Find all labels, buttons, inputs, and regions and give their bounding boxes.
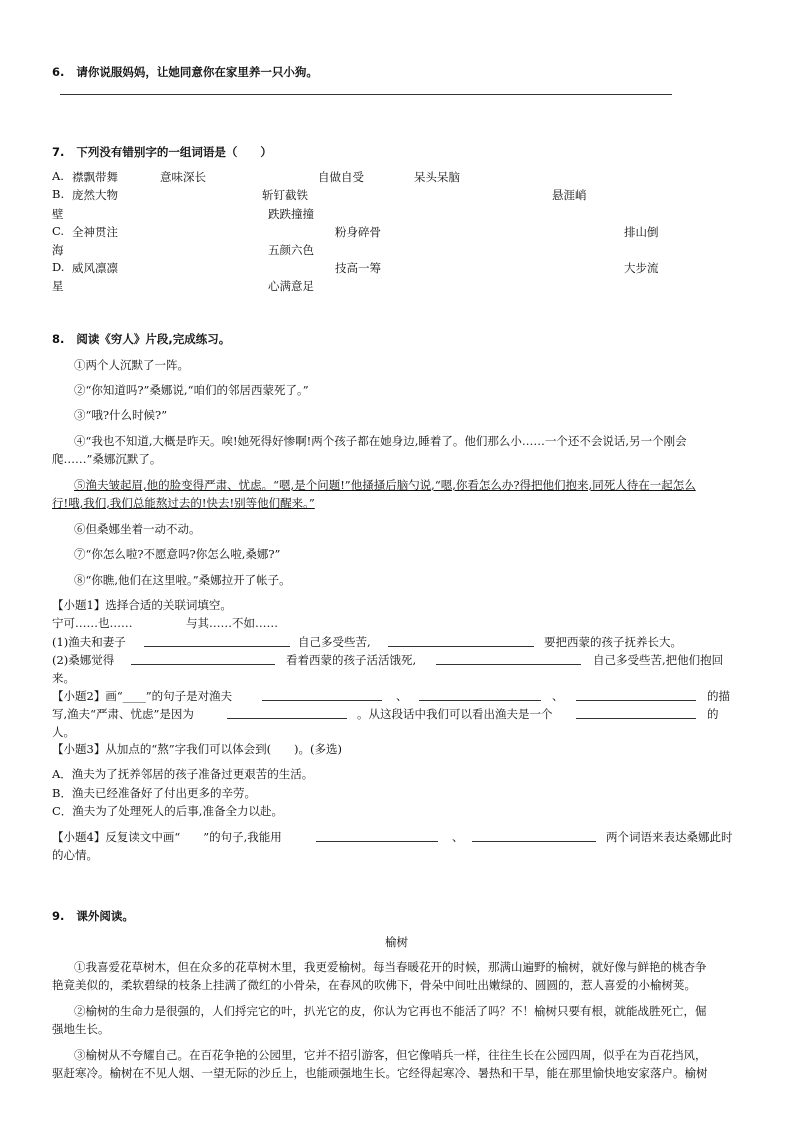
q8-sub2-end: 的描 (707, 689, 730, 703)
q9-number: 9. (52, 909, 65, 923)
q8-sub3-option-b[interactable]: B．渔夫已经准备好了付出更多的辛劳。 (52, 786, 256, 800)
q8-paragraph-7: ⑦“你怎么啦?不愿意吗?你怎么啦,桑娜?” (74, 547, 281, 561)
q8-sub2-blank1[interactable] (262, 700, 382, 701)
q8-sub2-line2-mid: 。从这段话中我们可以看出渔夫是一个 (357, 707, 553, 721)
q8-paragraph-8: ⑧“你瞧,他们在这里啦。”桑娜拉开了帐子。 (74, 573, 291, 587)
q8-sub4-start: 【小题4】反复读文中画“ ”的句子,我能用 (52, 830, 282, 844)
q7-option-a-word4: 呆头呆脑 (414, 170, 460, 184)
q8-header (52, 331, 230, 347)
q7-option-b-word4: 跌跌撞撞 (268, 207, 314, 221)
q8-sub2-blank2[interactable] (419, 700, 541, 701)
q9-paragraph-3b: 驱赶寒冷。榆树在不见人烟、一望无际的沙丘上，也能顽强地生长。它经得起寒冷、暑热和干旱，能在那里愉快地安家落户。榆树 (52, 1066, 708, 1080)
q7-number: 7. (52, 145, 65, 159)
q7-option-a-word3: 自做自受 (318, 170, 364, 184)
q6-header (52, 64, 318, 80)
q7-option-d-word3a: 大步流 (624, 261, 659, 275)
q8-sub2-blank5[interactable] (576, 718, 696, 719)
q9-paragraph-1b: 艳竟美似的，柔软碧绿的枝条上挂满了微红的小骨朵，在春风的吹佛下，骨朵中间吐出嫩绿的、圆圆的，惹人喜爱的小榆树荚。 (52, 978, 696, 992)
q8-sub1-line1-end: 要把西蒙的孩子抚养长大。 (544, 635, 682, 649)
q9-paragraph-1a: ①我喜爱花草树木，但在众多的花草树木里，我更爱榆树。每当春暖花开的时候，那满山遍野的榆树，就好像与鲜艳的桃杏争 (74, 960, 707, 974)
q8-sub1-blank1[interactable] (144, 646, 290, 647)
q8-paragraph-2: ②“你知道吗?”桑娜说,“咱们的邻居西蒙死了。” (74, 383, 309, 397)
q9-header (52, 908, 134, 924)
q7-option-a-word2: 意味深长 (160, 170, 206, 184)
q8-paragraph-4b: 爬……”桑娜沉默了。 (52, 452, 162, 466)
q8-sub4-end: 两个词语来表达桑娜此时 (606, 830, 733, 844)
q8-number: 8. (52, 332, 65, 346)
q8-sub3-option-c[interactable]: C．渔夫为了处理死人的后事,准备全力以赴。 (52, 804, 283, 818)
q8-sub3-option-a[interactable]: A．渔夫为了抚养邻居的孩子准备过更艰苦的生活。 (52, 767, 314, 781)
q8-sub1-line1-mid: 自己多受些苦, (298, 635, 371, 649)
q8-sub1-option1: 宁可……也…… (52, 616, 133, 630)
q8-sub1-title: 【小题1】选择合适的关联词填空。 (52, 598, 232, 612)
q9-passage-title: 榆树 (385, 935, 408, 949)
q7-option-d-word2: 技高一筹 (335, 261, 381, 275)
q7-option-c-label[interactable]: C. (52, 224, 65, 238)
q7-option-c-word3a: 排山倒 (624, 225, 659, 239)
q8-sub1-blank2[interactable] (388, 646, 534, 647)
q7-option-d-word3b: 星 (52, 279, 64, 293)
q8-sub2-blank3[interactable] (576, 700, 696, 701)
q8-sub1-line2-start: (2)桑娜觉得 (52, 653, 115, 667)
q7-option-b-label[interactable]: B. (52, 187, 65, 201)
q9-paragraph-2a: ②榆树的生命力是很强的，人们捋完它的叶，扒光它的皮，你认为它再也不能活了吗？不！榆树只要有根，就能战胜死亡，倔 (74, 1004, 707, 1018)
q8-sub1-line2-end: 自己多受些苦,把他们抱回 (593, 653, 724, 667)
q6-text: 请你说服妈妈，让她同意你在家里养一只小狗。 (76, 65, 318, 79)
q8-sub1-blank4[interactable] (436, 664, 581, 665)
q8-paragraph-5b: 行!哦,我们,我们总能熬过去的!快去!别等他们醒来。” (52, 496, 315, 510)
q8-paragraph-6: ⑥但桑娜坐着一动不动。 (74, 522, 201, 536)
q8-sub1-line1-start: (1)渔夫和妻子 (52, 635, 126, 649)
q8-paragraph-1: ①两个人沉默了一阵。 (74, 358, 189, 372)
q8-sub2-line3: 人。 (52, 725, 75, 739)
q7-option-b-word1: 庞然大物 (72, 188, 118, 202)
q7-option-b-word3b: 壁 (52, 207, 64, 221)
q8-text: 阅读《穷人》片段,完成练习。 (76, 332, 231, 346)
q7-text: 下列没有错别字的一组词语是（ ） (76, 145, 272, 159)
q6-number: 6. (52, 65, 65, 79)
q8-sub2-line2-end: 的 (707, 707, 719, 721)
q8-sub2-sep2: 、 (552, 689, 564, 703)
q9-text: 课外阅读。 (76, 909, 134, 923)
q8-paragraph-3: ③“哦?什么时候?” (74, 408, 168, 422)
q7-option-c-word2: 粉身碎骨 (335, 225, 381, 239)
q7-option-a-label[interactable]: A. (52, 169, 64, 183)
q8-sub2-line2-start: 写,渔夫“严肃、忧虑”是因为 (52, 707, 194, 721)
q8-sub1-blank3[interactable] (131, 664, 275, 665)
q8-sub4-sep: 、 (452, 830, 464, 844)
q7-option-b-word3a: 悬涯峭 (552, 188, 587, 202)
q8-sub4-blank1[interactable] (316, 841, 438, 842)
q7-header (52, 144, 272, 160)
q7-option-a-word1: 襟飘带舞 (72, 170, 118, 184)
q7-option-c-word4: 五颜六色 (268, 243, 314, 257)
q9-paragraph-2b: 强地生长。 (52, 1022, 110, 1036)
q7-option-b-word2: 斩钉截铁 (262, 188, 308, 202)
q8-sub1-line2-mid: 看着西蒙的孩子活活饿死, (286, 653, 417, 667)
q8-sub4-blank2[interactable] (472, 841, 596, 842)
q8-sub4-line2: 的心情。 (52, 848, 98, 862)
q7-option-d-label[interactable]: D. (52, 260, 65, 274)
q8-sub3-title: 【小题3】从加点的“熬”字我们可以体会到( )。(多选) (52, 742, 343, 756)
q9-paragraph-3a: ③榆树从不夸耀自己。在百花争艳的公园里，它并不招引游客，但它像哨兵一样，往往生长在公园四周，似乎在为百花挡风， (74, 1048, 707, 1062)
q6-answer-line[interactable] (60, 94, 672, 95)
q8-paragraph-5a: ⑤渔夫皱起眉,他的脸变得严肃、忧虑。“嗯,是个问题!”他搔搔后脑勺说,“嗯,你看怎么办?得把他们抱来,同死人待在一起怎么 (74, 478, 696, 492)
q8-sub2-sep1: 、 (396, 689, 408, 703)
q7-option-c-word1: 全神贯注 (72, 225, 118, 239)
q7-option-d-word4: 心满意足 (268, 279, 314, 293)
q8-sub2-start: 【小题2】画“____”的句子是对渔夫 (52, 689, 233, 703)
q7-option-d-word1: 威风凛凛 (72, 261, 118, 275)
q8-sub2-blank4[interactable] (227, 718, 347, 719)
q8-sub1-line2-wrap: 来。 (52, 671, 75, 685)
q7-option-c-word3b: 海 (52, 243, 64, 257)
q8-paragraph-4a: ④“我也不知道,大概是昨天。唉!她死得好惨啊!两个孩子都在她身边,睡着了。他们那么小……一个还不会说话,另一个刚会 (74, 434, 687, 448)
q8-sub1-option2: 与其……不如…… (186, 616, 278, 630)
